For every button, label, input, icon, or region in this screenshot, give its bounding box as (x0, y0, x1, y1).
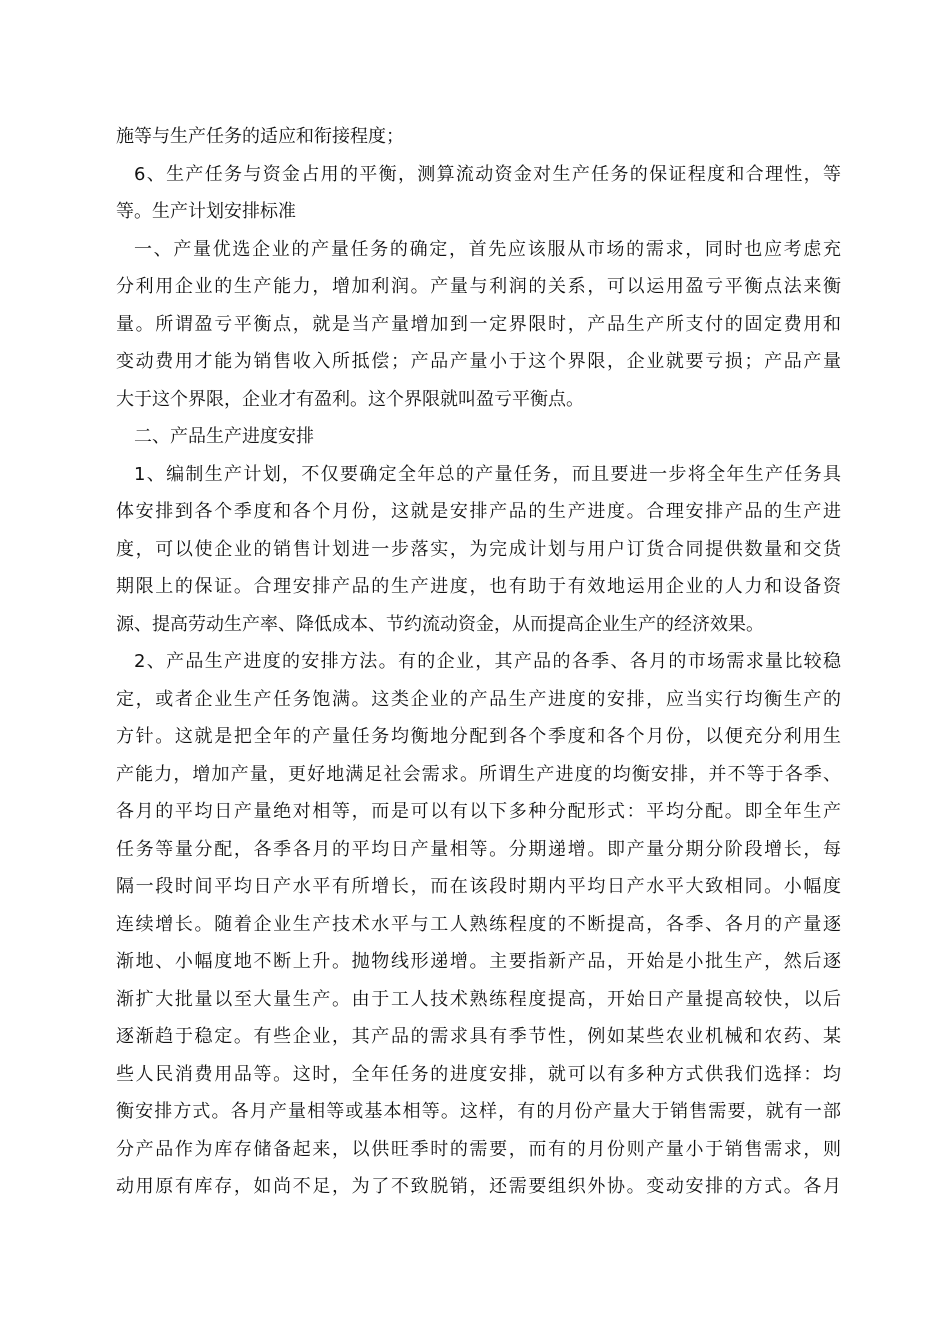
text-line: 任务等量分配，各季各月的平均日产量相等。分期递增。即产量分期分阶段增长，每 (116, 838, 841, 860)
text-line: 体安排到各个季度和各个月份，这就是安排产品的生产进度。合理安排产品的生产进 (116, 501, 841, 522)
text-line: 二、产品生产进度安排 (134, 426, 314, 447)
text-line: 1、编制生产计划，不仅要确定全年总的产量任务，而且要进一步将全年生产任务具 (134, 463, 841, 485)
text-line: 产能力，增加产量，更好地满足社会需求。所谓生产进度的均衡安排，并不等于各季、 (116, 763, 841, 785)
text-line: 大于这个界限，企业才有盈利。这个界限就叫盈亏平衡点。 (116, 388, 584, 410)
text-line: 期限上的保证。合理安排产品的生产进度，也有助于有效地运用企业的人力和设备资 (116, 576, 841, 597)
text-line: 定，或者企业生产任务饱满。这类企业的产品生产进度的安排，应当实行均衡生产的 (116, 688, 841, 710)
text-line: 逐渐趋于稳定。有些企业，其产品的需求具有季节性，例如某些农业机械和农药、某 (116, 1026, 841, 1047)
text-line: 渐地、小幅度地不断上升。抛物线形递增。主要指新产品，开始是小批生产，然后逐 (116, 951, 841, 972)
text-line: 施等与生产任务的适应和衔接程度； (116, 126, 404, 147)
text-line: 度，可以使企业的销售计划进一步落实，为完成计划与用户订货合同提供数量和交货 (116, 538, 841, 560)
text-line: 源、提高劳动生产率、降低成本、节约流动资金，从而提高企业生产的经济效果。 (116, 613, 764, 635)
text-line: 量。所谓盈亏平衡点，就是当产量增加到一定界限时，产品生产所支付的固定费用和 (116, 313, 841, 335)
text-line: 2、产品生产进度的安排方法。有的企业，其产品的各季、各月的市场需求量比较稳 (134, 651, 841, 672)
text-line: 等。生产计划安排标准 (116, 201, 296, 222)
text-line: 方针。这就是把全年的产量任务均衡地分配到各个季度和各个月份，以便充分利用生 (116, 726, 841, 747)
text-line: 衡安排方式。各月产量相等或基本相等。这样，有的月份产量大于销售需要，就有一部 (116, 1101, 841, 1122)
text-line: 分产品作为库存储备起来，以供旺季时的需要，而有的月份则产量小于销售需求，则 (116, 1138, 841, 1160)
text-line: 分利用企业的生产能力，增加利润。产量与利润的关系，可以运用盈亏平衡点法来衡 (116, 276, 841, 297)
text-line: 隔一段时间平均日产水平有所增长，而在该段时期内平均日产水平大致相同。小幅度 (116, 876, 841, 897)
text-line: 连续增长。随着企业生产技术水平与工人熟练程度的不断提高，各季、各月的产量逐 (116, 913, 841, 935)
text-line: 6、生产任务与资金占用的平衡，测算流动资金对生产任务的保证程度和合理性，等 (134, 163, 841, 185)
body-text (116, 118, 841, 1206)
text-line: 一、产量优选企业的产量任务的确定，首先应该服从市场的需求，同时也应考虑充 (134, 238, 841, 260)
text-line: 各月的平均日产量绝对相等，而是可以有以下多种分配形式：平均分配。即全年生产 (116, 801, 841, 822)
text-line: 动用原有库存，如尚不足，为了不致脱销，还需要组织外协。变动安排的方式。各月 (116, 1176, 841, 1197)
text-line: 些人民消费用品等。这时，全年任务的进度安排，就可以有多种方式供我们选择：均 (116, 1063, 841, 1085)
text-line: 变动费用才能为销售收入所抵偿；产品产量小于这个界限，企业就要亏损；产品产量 (116, 351, 841, 372)
text-line: 渐扩大批量以至大量生产。由于工人技术熟练程度提高，开始日产量提高较快，以后 (116, 988, 841, 1010)
